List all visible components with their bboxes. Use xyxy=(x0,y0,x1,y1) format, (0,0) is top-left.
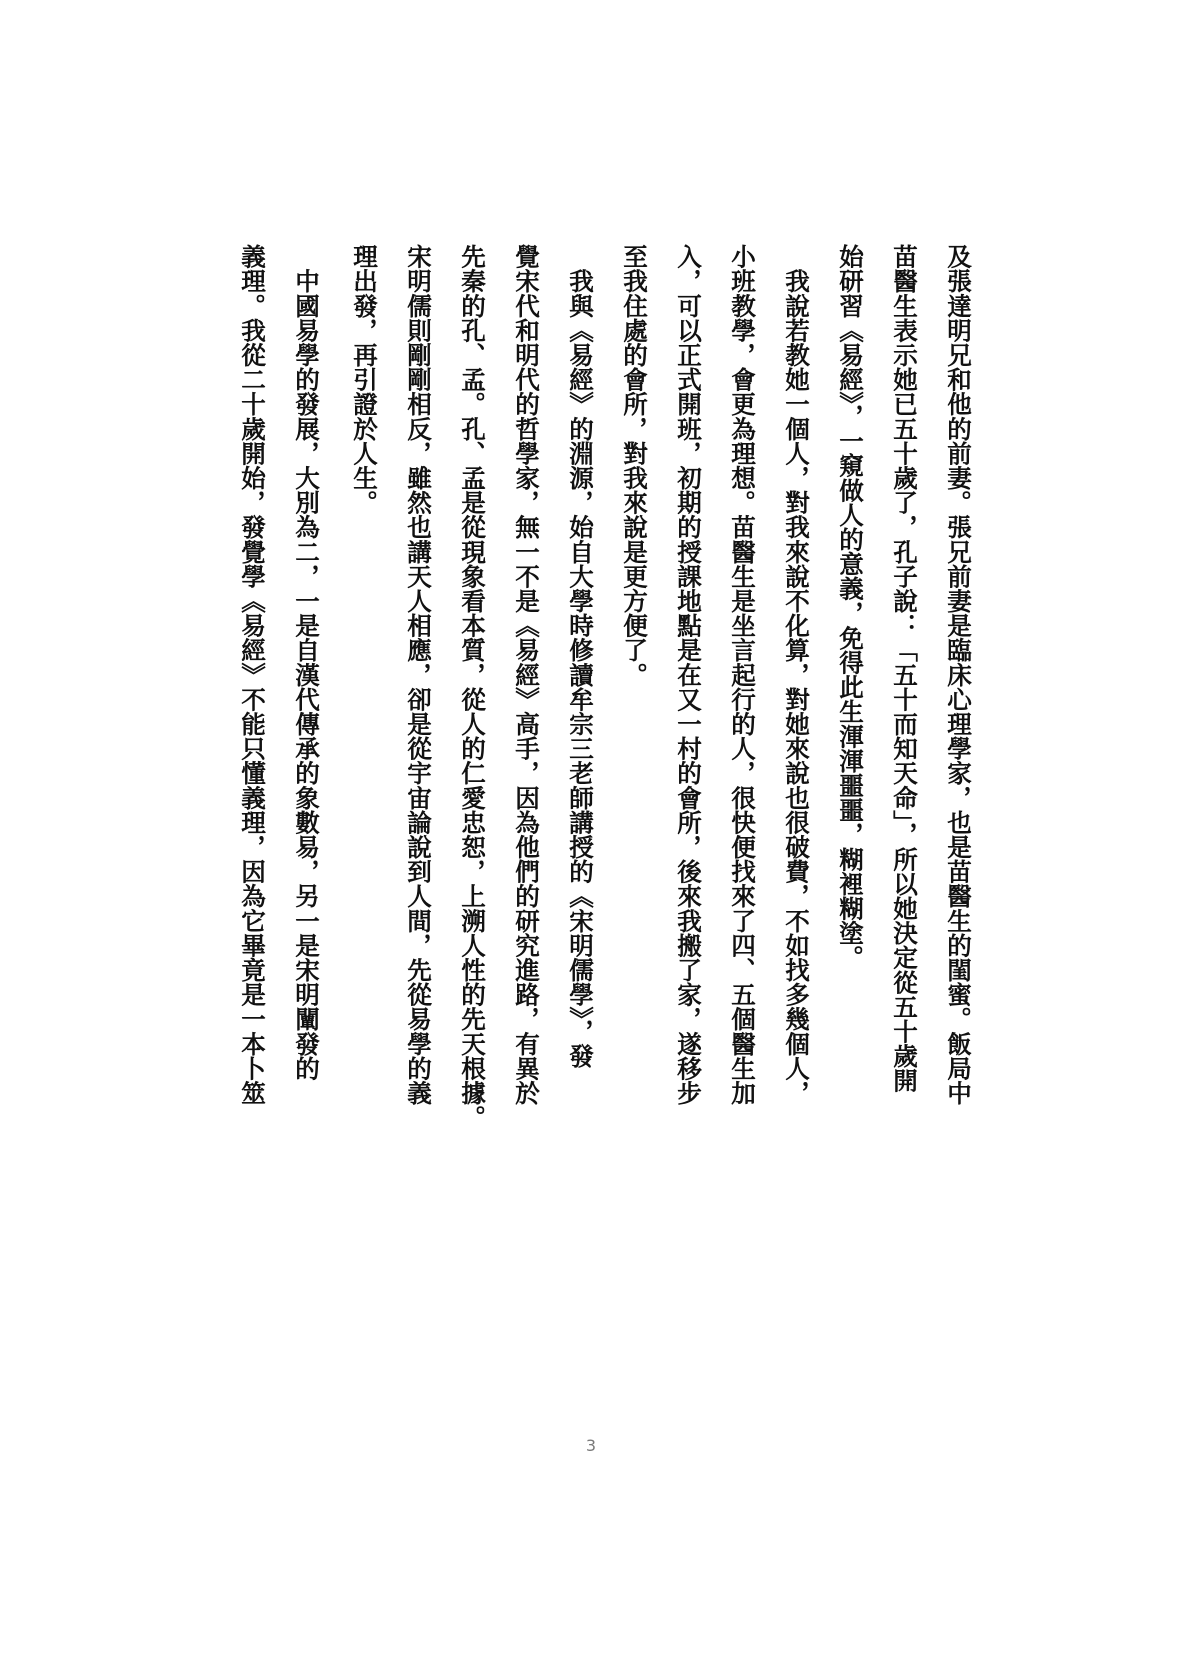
text-column: 理出發，再引證於人生。 xyxy=(350,244,379,515)
text-column: 始研習《易經》，一窺做人的意義，免得此生渾渾噩噩，糊裡糊塗。 xyxy=(836,244,865,970)
text-column: 宋明儒則剛剛相反，雖然也講天人相應，卻是從宇宙論說到人間，先從易學的義 xyxy=(404,244,433,1105)
text-column: 義理。我從二十歲開始，發覺學《易經》不能只懂義理，因為它畢竟是一本卜筮 xyxy=(238,244,267,1105)
text-column: 中國易學的發展，大別為二，一是自漢代傳承的象數易，另一是宋明闡發的 xyxy=(292,244,321,1081)
page-number: 3 xyxy=(585,1436,597,1455)
text-column: 苗醫生表示她已五十歲了，孔子說：「五十而知天命」，所以她決定從五十歲開 xyxy=(890,244,919,1093)
text-column: 我與《易經》的淵源，始自大學時修讀牟宗三老師講授的《宋明儒學》，發 xyxy=(566,244,595,1069)
text-column: 至我住處的會所，對我來說是更方便了。 xyxy=(620,244,649,687)
text-column: 先秦的孔、孟。孔、孟是從現象看本質，從人的仁愛忠恕，上溯人性的先天根據。 xyxy=(458,244,487,1130)
text-column: 小班教學，會更為理想。苗醫生是坐言起行的人，很快便找來了四、五個醫生加 xyxy=(728,244,757,1105)
text-column: 覺宋代和明代的哲學家，無一不是《易經》高手，因為他們的研究進路，有異於 xyxy=(512,244,541,1105)
text-column: 及張達明兄和他的前妻。張兄前妻是臨床心理學家，也是苗醫生的閨蜜。飯局中 xyxy=(944,244,973,1105)
text-column: 我說若教她一個人，對我來說不化算，對她來說也很破費，不如找多幾個人， xyxy=(782,244,811,1105)
text-column: 入，可以正式開班，初期的授課地點是在又一村的會所，後來我搬了家，遂移步 xyxy=(674,244,703,1105)
